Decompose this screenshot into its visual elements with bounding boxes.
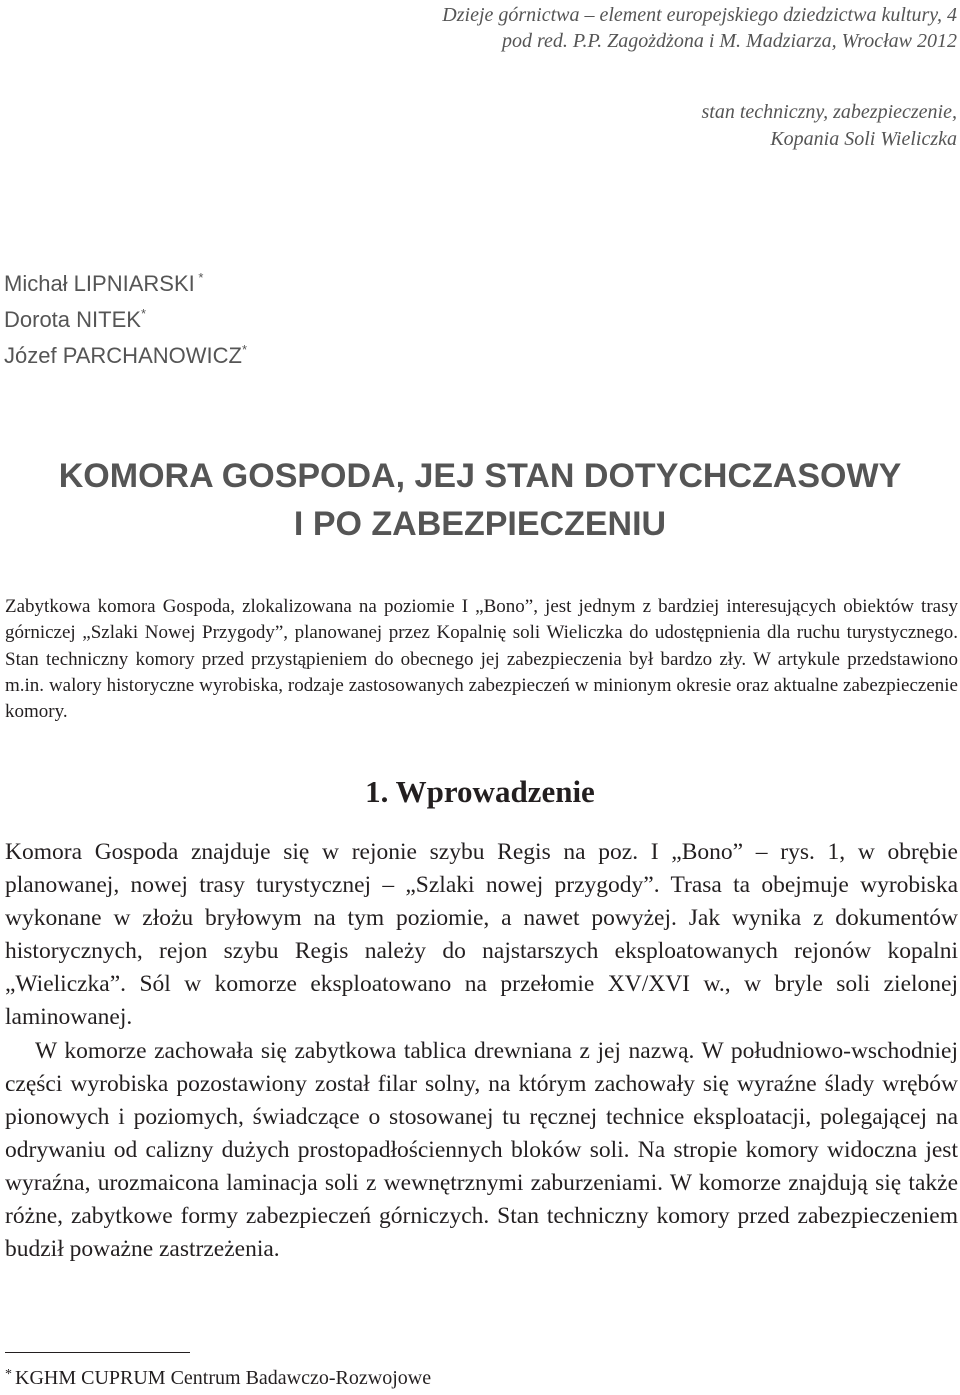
abstract: Zabytkowa komora Gospoda, zlokalizowana na poziomie I „Bono”, jest jednym z bardziej interesujących obiektów trasy górniczej „Szlaki Nowej Przygody”, planowanej przez Kopalnię soli Wieliczka do udostępnienia dla ruchu turystycznego. Stan techniczny komory przed przystąpieniem do obecnego jej zabezpieczenia był bardzo zły. W artykule przedstawiono m.in. walory historyczne wyrobiska, rodzaje zastosowanych zabezpieczeń w minionym okresie oraz aktualne zabezpieczenie komory. — [5, 596, 958, 723]
citation-line-2: pod red. P.P. Zagożdżona i M. Madziarza, Wrocław 2012 — [501, 30, 957, 52]
keywords-line-2: Kopania Soli Wieliczka — [770, 128, 957, 150]
author-name: Józef PARCHANOWICZ — [4, 343, 242, 368]
affiliation-mark: * — [140, 306, 146, 321]
paper-title — [0, 452, 960, 548]
footnote-text: KGHM CUPRUM Centrum Badawczo-Rozwojowe — [15, 1367, 432, 1389]
footnote-rule — [5, 1352, 190, 1353]
affiliation-mark: * — [241, 342, 248, 357]
citation — [442, 2, 957, 54]
citation-line-1: Dzieje górnictwa – element europejskiego dziedzictwa kultury, 4 — [442, 4, 957, 26]
footnote-mark: * — [5, 1367, 12, 1382]
footnote — [5, 1362, 431, 1391]
title-line-1: KOMORA GOSPODA, JEJ STAN DOTYCHCZASOWY — [58, 457, 902, 495]
paragraph: W komorze zachowała się zabytkowa tablica drewniana z jej nazwą. W południowo-wschodniej części wyrobiska pozostawiony został filar solny, na którym zachowały się wyraźne ślady wrębów pionowych i poziomych, świadczące o stosowanej tu ręcznej technice eksploatacji, polegającej na odrywaniu od calizny dużych prostopadłościennych bloków soli. Na stropie komory widoczna jest wyraźna, urozmaicona laminacja soli z wewnętrznymi zaburzeniami. W komorze znajdują się także różne, zabytkowe formy zabezpieczeń górniczych. Stan techniczny komory przed zabezpieczeniem budził poważne zastrzeżenia. — [5, 1037, 958, 1263]
section-heading: 1. Wprowadzenie — [365, 774, 595, 809]
section-body — [5, 836, 958, 1266]
author — [4, 263, 247, 299]
author — [4, 299, 247, 335]
affiliation-mark: * — [194, 270, 204, 285]
title-line-2: I PO ZABEZPIECZENIU — [293, 505, 667, 543]
keywords — [702, 99, 958, 153]
author-list — [4, 263, 247, 371]
keywords-line-1: stan techniczny, zabezpieczenie, — [701, 101, 957, 123]
author — [4, 335, 247, 371]
author-name: Dorota NITEK — [4, 307, 141, 332]
paragraph: Komora Gospoda znajduje się w rejonie szybu Regis na poz. I „Bono” – rys. 1, w obrębie planowanej, nowej trasy turystycznej – „Szlaki nowej przygody”. Trasa ta obejmuje wyrobiska wykonane w złożu bryłowym na tym poziomie, a nawet powyżej. Jak wynika z dokumentów historycznych, rejon szybu Regis należy do najstarszych eksploatowanych rejonów kopalni „Wieliczka”. Sól w komorze eksploatowano na przełomie XV/XVI w., w bryle soli zielonej laminowanej. — [5, 839, 958, 1031]
author-name: Michał LIPNIARSKI — [4, 271, 195, 296]
